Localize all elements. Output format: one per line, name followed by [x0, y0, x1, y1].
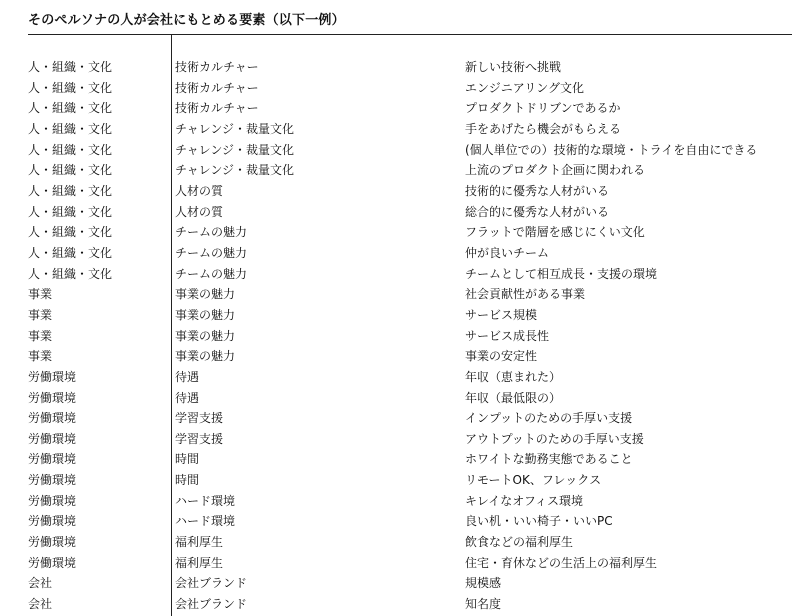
item-cell: 年収（最低限の）	[465, 390, 562, 405]
category-cell: 人・組織・文化	[28, 225, 113, 240]
table-row	[0, 305, 800, 326]
item-cell: 年収（恵まれた）	[465, 369, 562, 384]
category-cell: 労働環境	[28, 473, 77, 488]
item-cell: 良い机・いい椅子・いいPC	[465, 514, 613, 529]
category-cell: 会社	[28, 576, 53, 591]
table-row	[0, 429, 800, 450]
subcategory-cell: 事業の魅力	[175, 307, 236, 322]
category-cell: 事業	[28, 307, 53, 322]
table-row	[0, 57, 800, 78]
subcategory-cell: 待遇	[175, 390, 200, 405]
subcategory-cell: チャレンジ・裁量文化	[175, 121, 295, 136]
subcategory-cell: 福利厚生	[175, 535, 224, 550]
category-cell: 人・組織・文化	[28, 266, 113, 281]
category-cell: 人・組織・文化	[28, 121, 113, 136]
item-cell: 社会貢献性がある事業	[465, 287, 586, 302]
category-cell: 人・組織・文化	[28, 80, 113, 95]
item-cell: インプットのための手厚い支援	[465, 411, 633, 426]
table-row	[0, 243, 800, 264]
table-row	[0, 573, 800, 594]
category-cell: 事業	[28, 328, 53, 343]
category-cell: 労働環境	[28, 535, 77, 550]
item-cell: プロダクトドリブンであるか	[465, 101, 621, 116]
item-cell: エンジニアリング文化	[465, 80, 584, 95]
category-cell: 人・組織・文化	[28, 204, 113, 219]
item-cell: 規模感	[465, 576, 502, 591]
category-cell: 労働環境	[28, 390, 77, 405]
table-row	[0, 594, 800, 615]
item-cell: キレイなオフィス環境	[465, 493, 583, 508]
table-row	[0, 532, 800, 553]
subcategory-cell: 福利厚生	[175, 555, 224, 570]
item-cell: サービス成長性	[465, 328, 550, 343]
subcategory-cell: 待遇	[175, 369, 200, 384]
item-cell: チームとして相互成長・支援の環境	[465, 266, 658, 281]
category-cell: 労働環境	[28, 452, 77, 467]
subcategory-cell: ハード環境	[175, 493, 236, 508]
subcategory-cell: 時間	[175, 452, 200, 467]
subcategory-cell: 事業の魅力	[175, 287, 236, 302]
subcategory-cell: 時間	[175, 473, 200, 488]
table-row	[0, 222, 800, 243]
category-cell: 人・組織・文化	[28, 245, 113, 260]
subcategory-cell: 技術カルチャー	[175, 80, 259, 95]
category-cell: 人・組織・文化	[28, 142, 113, 157]
subcategory-cell: チャレンジ・裁量文化	[175, 163, 295, 178]
category-cell: 事業	[28, 287, 53, 302]
page-title: そのペルソナの人が会社にもとめる要素（以下一例）	[28, 13, 345, 28]
table-row	[0, 346, 800, 367]
table-row	[0, 181, 800, 202]
item-cell: 技術的に優秀な人材がいる	[465, 183, 610, 198]
category-cell: 労働環境	[28, 369, 77, 384]
subcategory-cell: 学習支援	[175, 411, 224, 426]
item-cell: 仲が良いチーム	[465, 245, 550, 260]
table-row	[0, 284, 800, 305]
category-cell: 人・組織・文化	[28, 183, 113, 198]
table-row	[0, 202, 800, 223]
subcategory-cell: 人材の質	[175, 204, 224, 219]
subcategory-cell: 事業の魅力	[175, 349, 236, 364]
table-row	[0, 449, 800, 470]
header-divider	[28, 34, 792, 35]
category-cell: 労働環境	[28, 493, 77, 508]
table-row	[0, 160, 800, 181]
table-row	[0, 388, 800, 409]
table-row	[0, 264, 800, 285]
subcategory-cell: 会社ブランド	[175, 597, 248, 612]
category-cell: 人・組織・文化	[28, 163, 113, 178]
item-cell: 新しい技術へ挑戦	[465, 60, 562, 74]
category-cell: 人・組織・文化	[28, 60, 113, 74]
category-cell: 人・組織・文化	[28, 101, 113, 116]
category-cell: 労働環境	[28, 514, 77, 529]
category-cell: 労働環境	[28, 411, 77, 426]
item-cell: フラットで階層を感じにくい文化	[465, 225, 645, 240]
subcategory-cell: 技術カルチャー	[175, 101, 259, 116]
subcategory-cell: 技術カルチャー	[175, 60, 259, 74]
table-row	[0, 491, 800, 512]
subcategory-cell: 事業の魅力	[175, 328, 236, 343]
item-cell: サービス規模	[465, 307, 538, 322]
table-row	[0, 408, 800, 429]
subcategory-cell: 人材の質	[175, 183, 224, 198]
table-row	[0, 78, 800, 99]
item-cell: リモートOK、フレックス	[465, 473, 602, 488]
table-row	[0, 367, 800, 388]
subcategory-cell: ハード環境	[175, 514, 236, 529]
item-cell: 飲食などの福利厚生	[465, 535, 574, 550]
item-cell: 知名度	[465, 597, 502, 612]
table-row	[0, 98, 800, 119]
item-cell: 手をあげたら機会がもらえる	[465, 121, 622, 136]
item-cell: 総合的に優秀な人材がいる	[465, 204, 610, 219]
category-cell: 事業	[28, 349, 53, 364]
category-cell: 労働環境	[28, 431, 77, 446]
item-cell: アウトプットのための手厚い支援	[465, 431, 644, 446]
table-row	[0, 119, 800, 140]
subcategory-cell: チームの魅力	[175, 225, 248, 240]
subcategory-cell: チャレンジ・裁量文化	[175, 142, 295, 157]
item-cell: 住宅・育休などの生活上の福利厚生	[465, 555, 658, 570]
table-row	[0, 326, 800, 347]
category-cell: 会社	[28, 597, 53, 612]
item-cell: ホワイトな勤務実態であること	[465, 452, 633, 467]
item-cell: 上流のプロダクト企画に関われる	[465, 163, 646, 178]
table-row	[0, 470, 800, 491]
table-row	[0, 140, 800, 161]
table-row	[0, 511, 800, 532]
requirements-table	[0, 57, 800, 615]
table-row	[0, 553, 800, 574]
subcategory-cell: 会社ブランド	[175, 576, 248, 591]
subcategory-cell: 学習支援	[175, 431, 224, 446]
subcategory-cell: チームの魅力	[175, 245, 248, 260]
category-cell: 労働環境	[28, 555, 77, 570]
item-cell: (個人単位での）技術的な環境・トライを自由にできる	[465, 142, 758, 157]
item-cell: 事業の安定性	[465, 349, 538, 364]
subcategory-cell: チームの魅力	[175, 266, 248, 281]
